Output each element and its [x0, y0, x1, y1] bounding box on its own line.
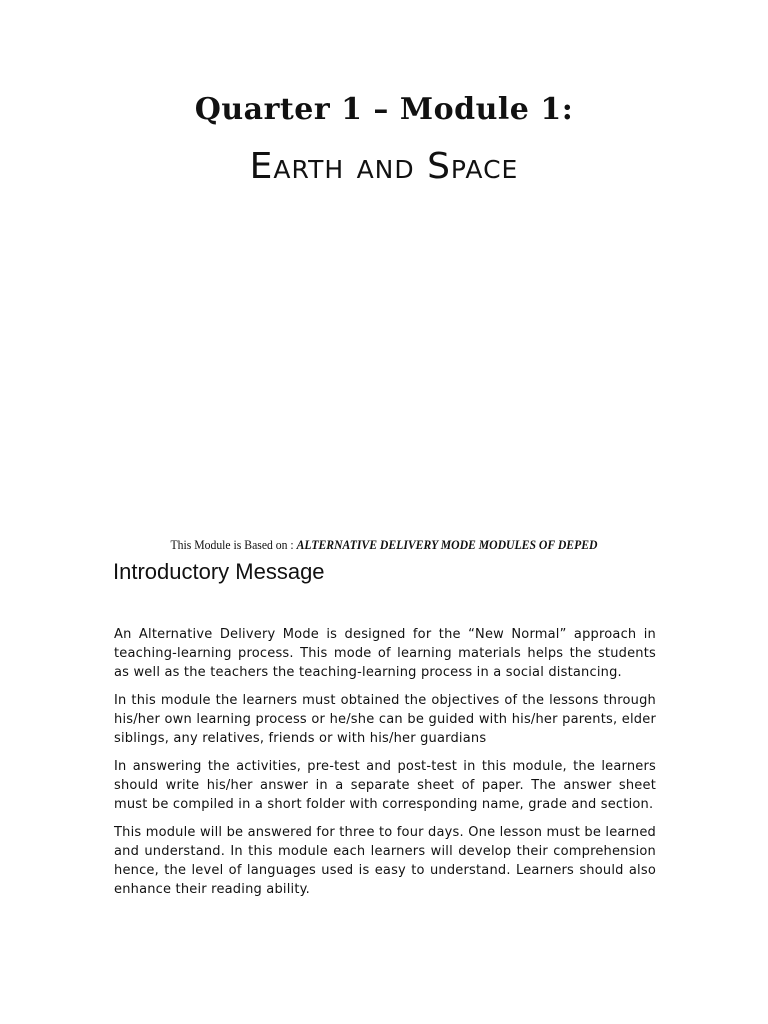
page-title: Quarter 1 – Module 1: [194, 92, 574, 127]
intro-paragraph: This module will be answered for three to four days. One lesson must be learned and understand. In this module each learners will develop their comprehension hence, the level of languages used is easy to understand. Learners should also enhance their reading ability. [114, 825, 656, 897]
source-note-source: ALTERNATIVE DELIVERY MODE MODULES OF DEPED [296, 537, 598, 552]
module-subtitle: Earth and Space [249, 146, 519, 187]
source-note-label: This Module is Based on : [170, 537, 297, 552]
intro-paragraph: In answering the activities, pre-test and post-test in this module, the learners should write his/her answer in a separate sheet of paper. The answer sheet must be compiled in a short folder with corresponding name, grade and section. [114, 759, 656, 812]
section-heading: Introductory Message [113, 559, 325, 584]
intro-paragraph: An Alternative Delivery Mode is designed for the “New Normal” approach in teaching-learning process. This mode of learning materials helps the students as well as the teachers the teaching-learning process in a social distancing. [114, 627, 656, 680]
intro-paragraph: In this module the learners must obtained the objectives of the lessons through his/her own learning process or he/she can be guided with his/her parents, elder siblings, any relatives, friends or with his/her guardians [114, 693, 656, 746]
intro-body [114, 625, 656, 908]
source-note [38, 537, 729, 553]
